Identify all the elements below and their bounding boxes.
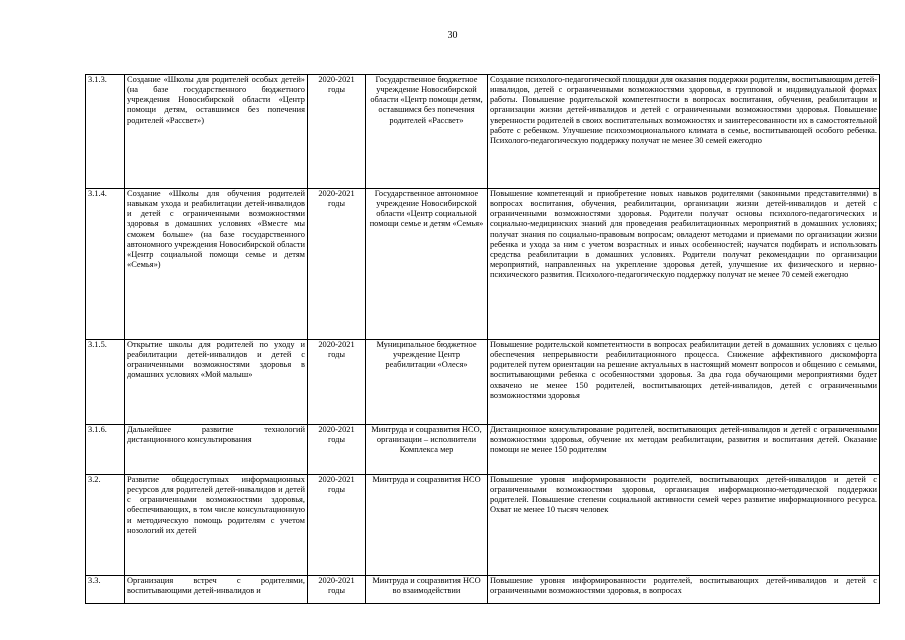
period: 2020-2021 годы (308, 75, 366, 189)
expected-result: Создание психолого-педагогической площадки для оказания поддержки родителям, воспитывающим детей-инвалидов, детей с ограниченными возможностями здоровья, в групповой и индивидуальной формах работы. Повышение родительской компетентности в вопросах воспитания, обучения, реабилитации и организации жизни детей-инвалидов и детей с ограниченными возможностями здоровья. Повышение уверенности родителей в своих воспитательных возможностях и заинтересованности их в самостоятельной работе с ребенком. Улучшение психоэмоционального климата в семье, воспитывающей особого ребенка. Психолого-педагогическую поддержку получат не менее 30 семей ежегодно (488, 75, 880, 189)
expected-result: Повышение уровня информированности родителей, воспитывающих детей-инвалидов и детей с ограниченными возможностями здоровья, в вопросах (488, 576, 880, 604)
period: 2020-2021 годы (308, 576, 366, 604)
row-number: 3.1.6. (86, 425, 125, 475)
measure-title: Дальнейшее развитие технологий дистанционного консультирования (125, 425, 308, 475)
row-number: 3.3. (86, 576, 125, 604)
period: 2020-2021 годы (308, 189, 366, 340)
measure-title: Открытие школы для родителей по уходу и реабилитации детей-инвалидов и детей с ограниченными возможностями здоровья в домашних условиях «Мой малыш» (125, 340, 308, 425)
table-row (86, 189, 880, 340)
period: 2020-2021 годы (308, 475, 366, 576)
row-number: 3.1.3. (86, 75, 125, 189)
measure-title: Развитие общедоступных информационных ресурсов для родителей детей-инвалидов и детей с ограниченными возможностями здоровья, обеспечивающих, в том числе консультационную и методическую помощь родителям с учетом нозологий их детей (125, 475, 308, 576)
measure-title: Организация встреч с родителями, воспитывающими детей-инвалидов и (125, 576, 308, 604)
expected-result: Повышение компетенций и приобретение новых навыков родителями (законными представителями) в вопросах воспитания, обучения, реабилитации, организации жизни детей-инвалидов и детей с ограниченными возможностями здоровья. Родители получат основы психолого-педагогических и социально-медицинских знаний для проведения реабилитационных мероприятий в домашних условиях; получат знания по социально-правовым вопросам; овладеют методами и приемами по организации жизни ребенка и ухода за ним с учетом возрастных и иных особенностей; научатся подбирать и использовать средства реабилитации в домашних условиях. Родители получат рекомендации по организации мероприятий, направленных на укрепление здоровья детей, улучшение их физического и нервно-психического развития. Психолого-педагогическую поддержку получат не менее 70 семей ежегодно (488, 189, 880, 340)
period: 2020-2021 годы (308, 425, 366, 475)
executor: Государственное бюджетное учреждение Новосибирской области «Центр помощи детям, оставшимся без попечения родителей «Рассвет» (366, 75, 488, 189)
expected-result: Дистанционное консультирование родителей, воспитывающих детей-инвалидов и детей с ограниченными возможностями здоровья, обучение их методам реабилитации, развития и воспитания детей. Оказание помощи не менее 150 родителям (488, 425, 880, 475)
table-row (86, 425, 880, 475)
row-number: 3.2. (86, 475, 125, 576)
expected-result: Повышение родительской компетентности в вопросах реабилитации детей в домашних условиях с целью обеспечения непрерывности реабилитационного процесса. Снижение аффективного дискомфорта родителей путем ориентации на решение актуальных в настоящий момент вопросов и общению с семьями, воспитывающими ребенка с особенностями здоровья. За два года обучающими мероприятиями будет охвачено не менее 150 родителей, воспитывающих детей-инвалидов, детей с ограниченными возможностями здоровья (488, 340, 880, 425)
executor: Минтруда и соцразвития НСО во взаимодействии (366, 576, 488, 604)
row-number: 3.1.5. (86, 340, 125, 425)
period: 2020-2021 годы (308, 340, 366, 425)
table-row (86, 340, 880, 425)
page-number: 30 (447, 30, 458, 41)
table-row (86, 576, 880, 604)
executor: Минтруда и соцразвития НСО (366, 475, 488, 576)
expected-result: Повышение уровня информированности родителей, воспитывающих детей-инвалидов и детей с ограниченными возможностями здоровья, организация информационно-методической поддержки родителей. Повышение степени социальной активности семей через развитие информационного ресурса. Охват не менее 10 тысяч человек (488, 475, 880, 576)
measure-title: Создание «Школы для родителей особых детей» (на базе государственного бюджетного учреждения Новосибирской области «Центр помощи детям, оставшимся без попечения родителей «Рассвет») (125, 75, 308, 189)
table-row (86, 75, 880, 189)
measures-table (85, 74, 880, 604)
table-row (86, 475, 880, 576)
executor: Минтруда и соцразвития НСО, организации – исполнители Комплекса мер (366, 425, 488, 475)
executor: Муниципальное бюджетное учреждение Центр реабилитации «Олеся» (366, 340, 488, 425)
executor: Государственное автономное учреждение Новосибирской области «Центр социальной помощи семье и детям «Семья» (366, 189, 488, 340)
row-number: 3.1.4. (86, 189, 125, 340)
measure-title: Создание «Школы для обучения родителей навыкам ухода и реабилитации детей-инвалидов и детей с ограниченными возможностями здоровья в домашних условиях «Вместе мы сможем больше» (на базе государственного автономного учреждения Новосибирской области «Центр социальной помощи семье и детям «Семья») (125, 189, 308, 340)
